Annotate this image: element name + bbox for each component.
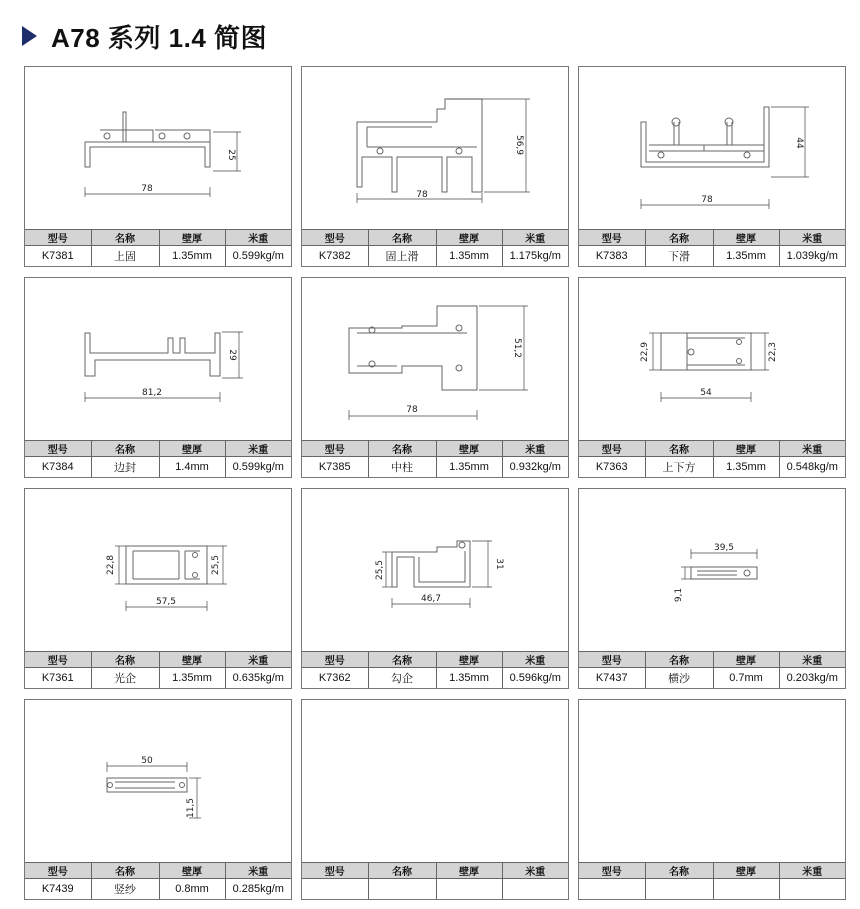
profile-spec-table [25, 862, 291, 900]
header-thickness: 壁厚 [159, 651, 225, 667]
cell-weight: 0.203kg/m [779, 667, 845, 688]
header-model: 型号 [579, 651, 645, 667]
header-name: 名称 [645, 651, 713, 667]
dim-label: 78 [701, 195, 713, 205]
dim-label: 22,9 [640, 341, 650, 363]
header-weight: 米重 [502, 862, 568, 878]
cell-model [579, 878, 645, 899]
header-weight: 米重 [225, 862, 291, 878]
cell-thickness: 1.4mm [159, 456, 225, 477]
header-model: 型号 [579, 440, 645, 456]
profile-drawing [25, 67, 291, 229]
header-model: 型号 [302, 229, 368, 245]
cell-name: 上下方 [645, 456, 713, 477]
profile-card-k7385 [301, 277, 569, 478]
cell-thickness: 0.8mm [159, 878, 225, 899]
header-model: 型号 [25, 862, 91, 878]
header-name: 名称 [368, 862, 436, 878]
cell-thickness: 0.7mm [713, 667, 779, 688]
cell-weight: 0.932kg/m [502, 456, 568, 477]
cell-thickness [436, 878, 502, 899]
profile-drawing [302, 700, 568, 862]
profile-card-empty-10 [301, 699, 569, 900]
cell-model: K7439 [25, 878, 91, 899]
page-header [22, 18, 267, 54]
page-title: A78 系列 1.4 简图 [51, 22, 268, 53]
cell-model: K7381 [25, 245, 91, 266]
header-model: 型号 [25, 229, 91, 245]
profile-card-k7384 [24, 277, 292, 478]
header-thickness: 壁厚 [159, 862, 225, 878]
cell-name: 勾企 [368, 667, 436, 688]
cell-model: K7362 [302, 667, 368, 688]
profile-drawing [25, 489, 291, 651]
cell-thickness: 1.35mm [436, 456, 502, 477]
cell-name [645, 878, 713, 899]
profile-card-k7381 [24, 66, 292, 267]
dim-label: 25 [226, 149, 236, 161]
header-weight: 米重 [779, 229, 845, 245]
header-name: 名称 [645, 862, 713, 878]
profile-drawing [302, 278, 568, 440]
profile-card-k7363 [578, 277, 846, 478]
dim-label: 25,5 [211, 554, 221, 576]
cell-thickness: 1.35mm [159, 667, 225, 688]
header-thickness: 壁厚 [713, 229, 779, 245]
dim-label: 78 [406, 405, 418, 415]
header-name: 名称 [91, 862, 159, 878]
header-model: 型号 [302, 440, 368, 456]
cell-name: 光企 [91, 667, 159, 688]
cell-name: 中柱 [368, 456, 436, 477]
cell-thickness: 1.35mm [713, 456, 779, 477]
dim-label: 46,7 [420, 594, 442, 604]
profile-spec-table [25, 440, 291, 478]
cell-weight: 0.596kg/m [502, 667, 568, 688]
cell-weight: 0.548kg/m [779, 456, 845, 477]
dim-label: 50 [141, 756, 153, 766]
cell-model: K7384 [25, 456, 91, 477]
header-weight: 米重 [779, 651, 845, 667]
dim-label: 39,5 [713, 543, 735, 553]
dim-label: 78 [416, 190, 428, 200]
cell-weight: 1.039kg/m [779, 245, 845, 266]
header-weight: 米重 [502, 229, 568, 245]
profile-drawing [579, 278, 845, 440]
profile-drawing [302, 67, 568, 229]
header-model: 型号 [302, 651, 368, 667]
profile-spec-table [579, 651, 845, 689]
header-weight: 米重 [225, 229, 291, 245]
profile-spec-table [302, 862, 568, 900]
dim-label: 22,3 [768, 341, 778, 363]
profile-card-k7362 [301, 488, 569, 689]
cell-model: K7383 [579, 245, 645, 266]
cell-model: K7363 [579, 456, 645, 477]
cell-weight: 0.599kg/m [225, 456, 291, 477]
header-name: 名称 [368, 651, 436, 667]
cell-thickness: 1.35mm [159, 245, 225, 266]
header-thickness: 壁厚 [436, 862, 502, 878]
header-thickness: 壁厚 [159, 440, 225, 456]
header-thickness: 壁厚 [436, 651, 502, 667]
header-weight: 米重 [502, 440, 568, 456]
header-thickness: 壁厚 [159, 229, 225, 245]
cell-thickness [713, 878, 779, 899]
header-model: 型号 [25, 440, 91, 456]
dim-label: 78 [141, 184, 153, 194]
arrow-right-icon [22, 26, 37, 46]
cell-model: K7437 [579, 667, 645, 688]
cell-weight [779, 878, 845, 899]
dim-label: 56,9 [514, 134, 524, 156]
header-name: 名称 [368, 440, 436, 456]
cell-name: 横沙 [645, 667, 713, 688]
cell-name: 上固 [91, 245, 159, 266]
cell-model: K7385 [302, 456, 368, 477]
header-thickness: 壁厚 [436, 229, 502, 245]
dim-label: 29 [227, 349, 237, 361]
cell-name: 边封 [91, 456, 159, 477]
header-weight: 米重 [225, 440, 291, 456]
cell-thickness: 1.35mm [436, 667, 502, 688]
profile-drawing [25, 700, 291, 862]
profile-spec-table [25, 229, 291, 267]
header-model: 型号 [25, 651, 91, 667]
cell-model [302, 878, 368, 899]
profile-card-empty-11 [578, 699, 846, 900]
cell-model: K7382 [302, 245, 368, 266]
cell-model: K7361 [25, 667, 91, 688]
header-weight: 米重 [225, 651, 291, 667]
header-weight: 米重 [779, 862, 845, 878]
profile-drawing [579, 67, 845, 229]
dim-label: 44 [794, 137, 804, 149]
cell-weight: 0.285kg/m [225, 878, 291, 899]
profile-card-k7383 [578, 66, 846, 267]
cell-weight [502, 878, 568, 899]
profile-spec-table [579, 862, 845, 900]
cell-weight: 0.635kg/m [225, 667, 291, 688]
header-thickness: 壁厚 [436, 440, 502, 456]
cell-weight: 1.175kg/m [502, 245, 568, 266]
dim-label: 31 [494, 558, 504, 570]
cell-thickness: 1.35mm [713, 245, 779, 266]
profile-spec-table [579, 440, 845, 478]
profile-card-k7439 [24, 699, 292, 900]
profile-drawing [302, 489, 568, 651]
profile-spec-table [302, 229, 568, 267]
profile-drawing [579, 489, 845, 651]
dim-label: 57,5 [155, 597, 177, 607]
header-thickness: 壁厚 [713, 440, 779, 456]
profile-spec-table [302, 440, 568, 478]
dim-label: 25,5 [375, 559, 385, 581]
header-weight: 米重 [779, 440, 845, 456]
header-model: 型号 [579, 862, 645, 878]
profile-spec-table [25, 651, 291, 689]
header-thickness: 壁厚 [713, 862, 779, 878]
header-name: 名称 [91, 651, 159, 667]
dim-label: 81,2 [141, 388, 163, 398]
cell-thickness: 1.35mm [436, 245, 502, 266]
cell-weight: 0.599kg/m [225, 245, 291, 266]
profile-card-k7437 [578, 488, 846, 689]
dim-label: 54 [700, 388, 712, 398]
header-name: 名称 [645, 440, 713, 456]
dim-label: 9,1 [674, 587, 684, 603]
cell-name: 固上滑 [368, 245, 436, 266]
header-model: 型号 [302, 862, 368, 878]
header-name: 名称 [91, 229, 159, 245]
dim-label: 11,5 [186, 797, 196, 819]
profile-card-k7382 [301, 66, 569, 267]
header-name: 名称 [645, 229, 713, 245]
header-name: 名称 [91, 440, 159, 456]
profile-drawing [579, 700, 845, 862]
header-thickness: 壁厚 [713, 651, 779, 667]
header-weight: 米重 [502, 651, 568, 667]
header-model: 型号 [579, 229, 645, 245]
cell-name [368, 878, 436, 899]
profile-drawing [25, 278, 291, 440]
profile-card-k7361 [24, 488, 292, 689]
dim-label: 51,2 [512, 337, 522, 359]
cell-name: 竖纱 [91, 878, 159, 899]
profile-spec-table [579, 229, 845, 267]
dim-label: 22,8 [106, 554, 116, 576]
cell-name: 下滑 [645, 245, 713, 266]
header-name: 名称 [368, 229, 436, 245]
profile-spec-table [302, 651, 568, 689]
